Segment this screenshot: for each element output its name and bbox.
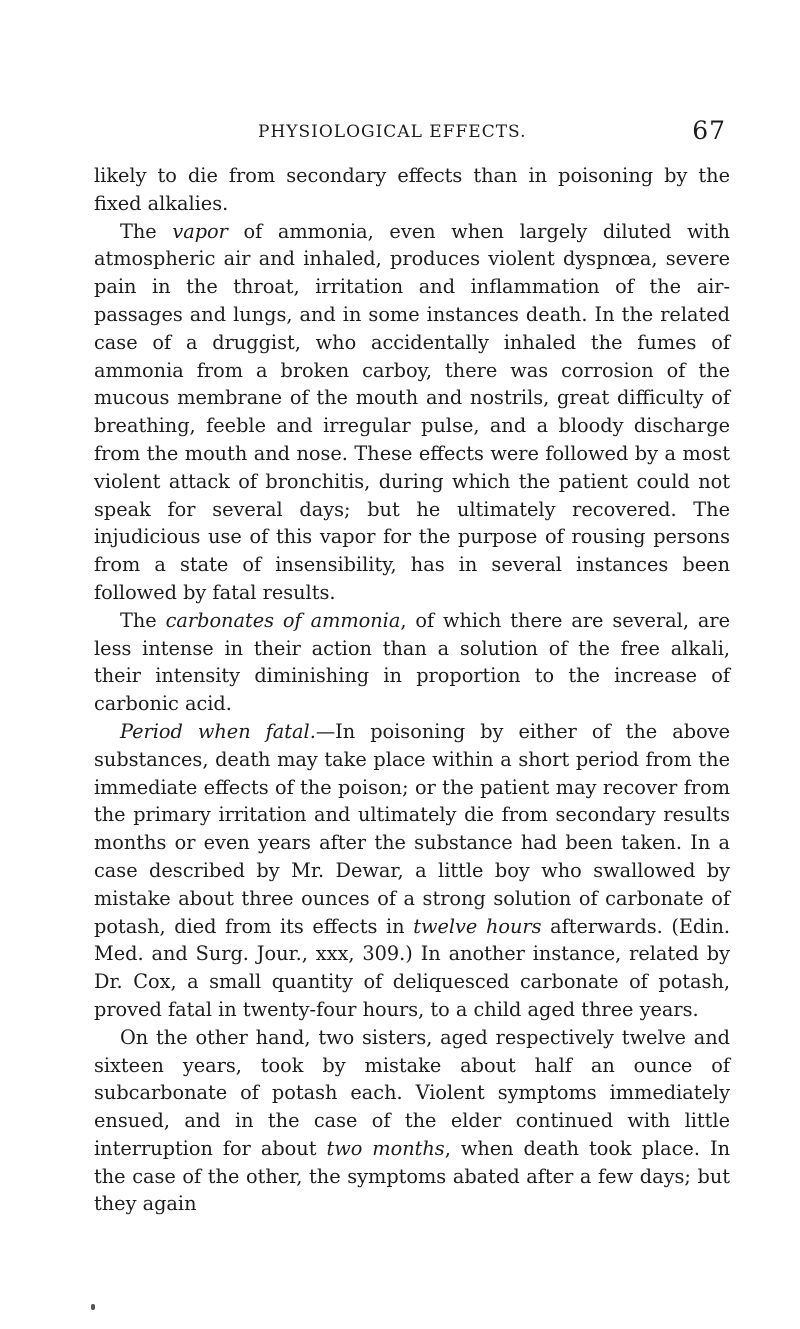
italic-run: carbonates of ammonia: [165, 608, 401, 632]
text-run: The: [120, 219, 173, 243]
paragraph: [94, 607, 730, 718]
italic-run: two months: [326, 1136, 445, 1160]
paragraph: [94, 218, 730, 607]
italic-run: Period when fatal.: [120, 719, 316, 743]
ink-speck: [91, 1304, 95, 1310]
running-title: PHYSIOLOGICAL EFFECTS.: [258, 122, 527, 142]
body-text: [94, 162, 730, 1218]
running-head: [258, 116, 726, 146]
paragraph: [94, 1024, 730, 1219]
italic-run: twelve hours: [413, 914, 542, 938]
text-run: afterwards. (Edin. Med. and Surg. Jour., xxx, 309.) In another instance, related by Dr. Cox, a small quantity of deliquesced carbonate of potash, proved fatal in twenty-four hours, to a child aged three years.: [94, 914, 730, 1021]
paragraph: [94, 718, 730, 1024]
text-run: On the other hand, two sisters, aged respectively twelve and sixteen years, took by mistake about half an ounce of subcarbonate of potash each. Violent symptoms immediately ensued, and in the case of the elder continued with little interruption for about: [94, 1025, 730, 1160]
text-run: —In poisoning by either of the above substances, death may take place within a short period from the immediate effects of the poison; or the patient may recover from the primary irritation and ultimately die from secondary results months or even years after the substance had been taken. In a case described by Mr. Dewar, a little boy who swallowed by mistake about three ounces of a strong solution of carbonate of potash, died from its effects in: [94, 719, 731, 938]
text-run: likely to die from secondary effects than in poisoning by the fixed alkalies.: [94, 164, 730, 215]
text-run: , when death took place. In the case of the other, the symptoms abated after a few days; but they again: [94, 1136, 730, 1216]
text-run: The: [120, 608, 166, 632]
text-run: of ammonia, even when largely diluted with atmospheric air and inhaled, produces violent dyspnœa, severe pain in the throat, irritation and inflammation of the air-passages and lungs, and in some instances death. In the related case of a druggist, who accidentally inhaled the fumes of ammonia from a broken carboy, there was corrosion of the mucous membrane of the mouth and nostrils, great difficulty of breathing, feeble and irregular pulse, and a bloody discharge from the mouth and nose. These effects were followed by a most violent attack of bronchitis, during which the patient could not speak for several days; but he ultimately recovered. The injudicious use of this vapor for the purpose of rousing persons from a state of insensibility, has in several instances been followed by fatal results.: [94, 219, 730, 604]
paragraph: [94, 162, 730, 218]
page-number: 67: [692, 116, 726, 145]
italic-run: vapor: [172, 219, 228, 243]
text-run: , of which there are several, are less intense in their action than a solution of the free alkali, their intensity diminishing in proportion to the increase of carbonic acid.: [94, 608, 730, 716]
